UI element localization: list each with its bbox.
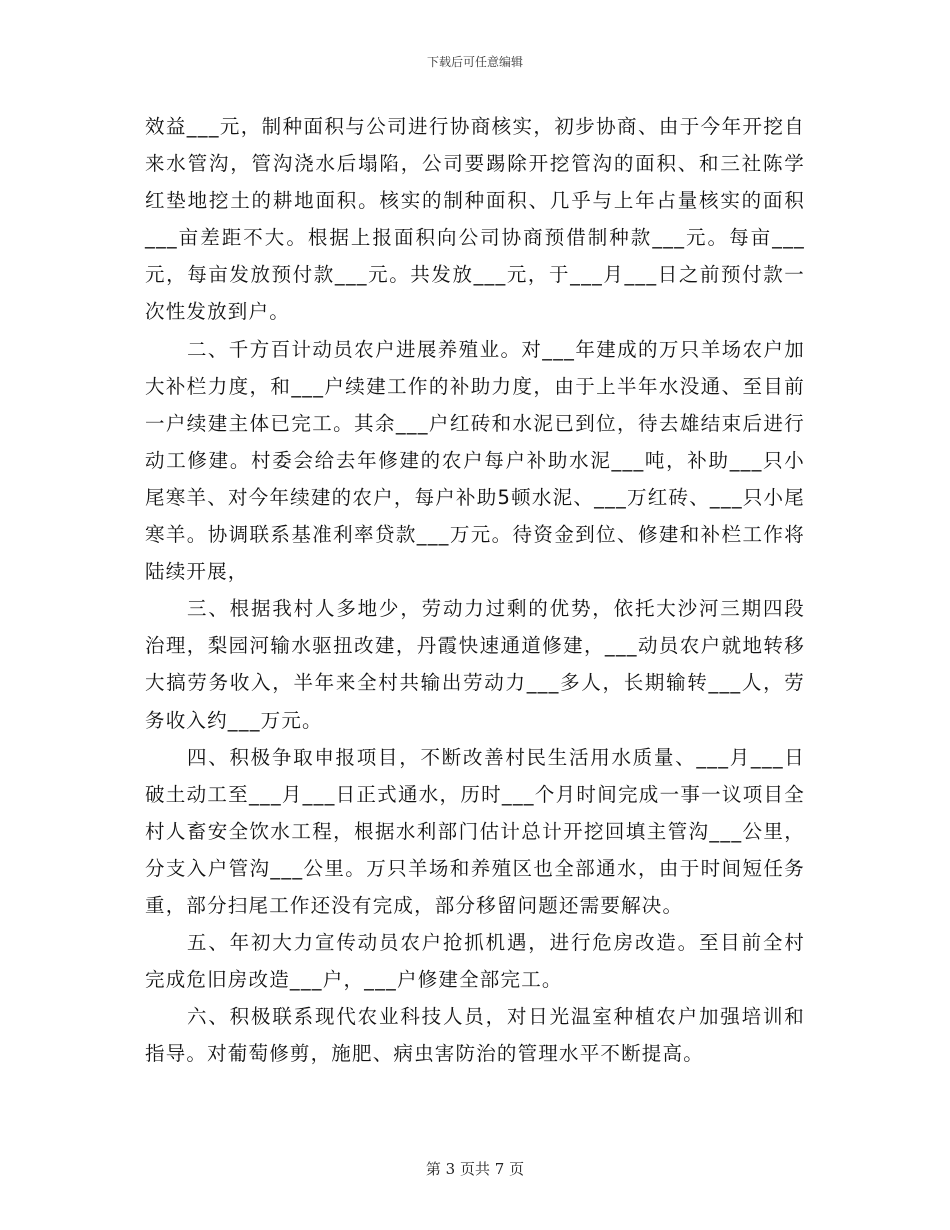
paragraph-3: 三、根据我村人多地少，劳动力过剩的优势，依托大沙河三期四段治理，梨园河输水驱扭改建，丹霞快速通道修建，___动员农户就地转移大搞劳务收入，半年来全村共输出劳动力___多人，长期输转___人，劳务收入约___万元。	[145, 597, 805, 732]
paragraph-5: 五、年初大力宣传动员农户抢抓机遇，进行危房改造。至目前全村完成危旧房改造___户，___户修建全部完工。	[145, 931, 805, 992]
paragraph-2: 二、千方百计动员农户进展养殖业。对___年建成的万只羊场农户加大补栏力度，和___户续建工作的补助力度，由于上半年水没通、至目前一户续建主体已完工。其余___户红砖和水泥已到位，待去雄结束后进行动工修建。村委会给去年修建的农户每户补助水泥___吨，补助___只小尾寒羊、对今年续建的农户，每户补助5顿水泥、___万红砖、___只小尾寒羊。协调联系基准利率贷款___万元。待资金到位、修建和补栏工作将陆续开展，	[145, 337, 805, 584]
document-body	[145, 108, 805, 1072]
page-footer: 第 3 页共 7 页	[425, 1160, 525, 1178]
page-header: 下载后可任意编辑	[426, 55, 523, 69]
paragraph-4: 四、积极争取申报项目，不断改善村民生活用水质量、___月___日破土动工至___月___日正式通水，历时___个月时间完成一事一议项目全村人畜安全饮水工程，根据水利部门估计总计开挖回填主管沟___公里，分支入户管沟___公里。万只羊场和养殖区也全部通水，由于时间短任务重，部分扫尾工作还没有完成，部分移留问题还需要解决。	[145, 745, 805, 917]
paragraph-6: 六、积极联系现代农业科技人员，对日光温室种植农户加强培训和指导。对葡萄修剪，施肥、病虫害防治的管理水平不断提高。	[145, 1005, 805, 1066]
paragraph-1: 效益___元，制种面积与公司进行协商核实，初步协商、由于今年开挖自来水管沟，管沟浇水后塌陷，公司要踢除开挖管沟的面积、和三社陈学红垫地挖土的耕地面积。核实的制种面积、几乎与上年占量核实的面积___亩差距不大。根据上报面积向公司协商预借制种款___元。每亩___元，每亩发放预付款___元。共发放___元，于___月___日之前预付款一次性发放到户。	[145, 115, 805, 324]
